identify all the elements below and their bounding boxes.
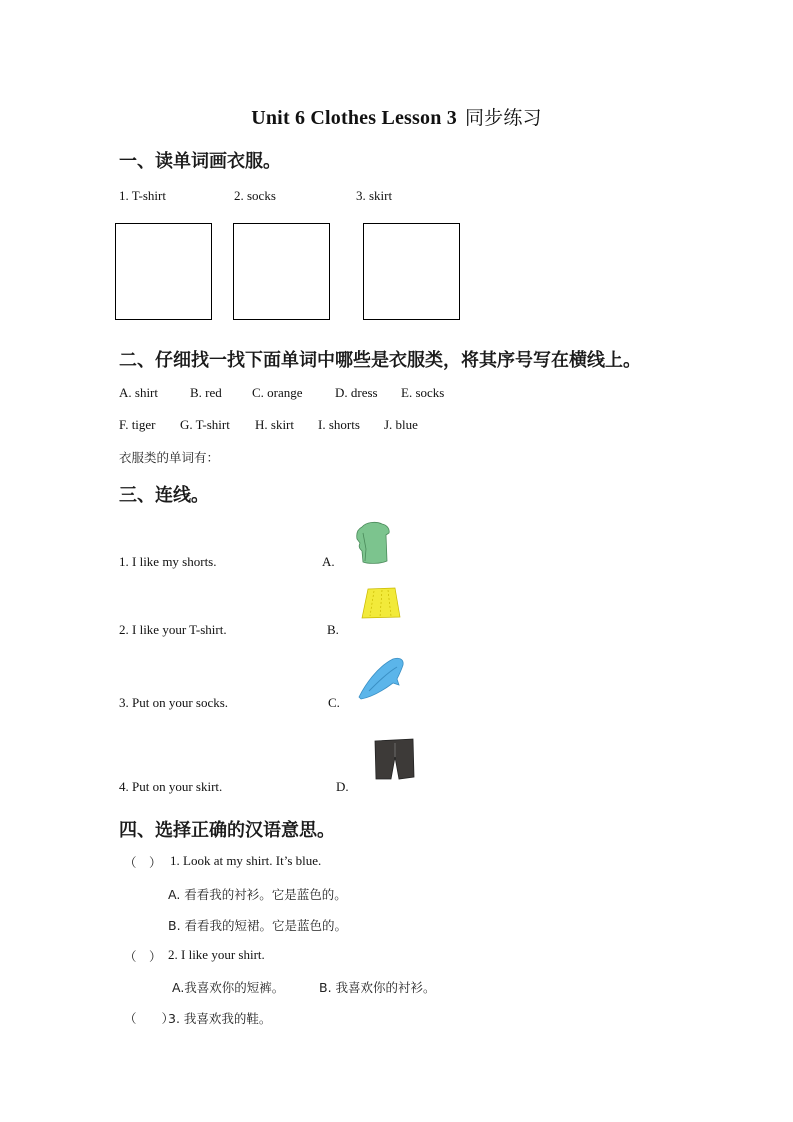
section3-heading: 三、连线。 <box>119 485 209 506</box>
word-option-j: J. blue <box>384 417 418 432</box>
match-option-c-label: C. <box>328 695 340 710</box>
clothes-words-answer-label: 衣服类的单词有： <box>119 450 220 465</box>
title-english: Unit 6 Clothes Lesson 3 <box>251 107 457 129</box>
match-option-b-label: B. <box>327 622 339 637</box>
q1-option-b: B. 看看我的短裙。它是蓝色的。 <box>168 918 348 933</box>
match-sentence-1: 1. I like my shorts. <box>119 554 217 569</box>
q2-option-b: B. 我喜欢你的衬衫。 <box>319 980 436 995</box>
word-option-d: D. dress <box>335 385 378 400</box>
section4-heading: 四、选择正确的汉语意思。 <box>119 820 335 841</box>
q3-question: 3. 我喜欢我的鞋。 <box>168 1011 272 1026</box>
word-option-i: I. shorts <box>318 417 360 432</box>
drawing-box-tshirt[interactable] <box>115 223 212 320</box>
title-chinese: 同步练习 <box>464 107 542 129</box>
word-option-a: A. shirt <box>119 385 158 400</box>
section1-word-3: 3. skirt <box>356 188 393 203</box>
page-title <box>0 103 793 130</box>
q2-answer-bracket[interactable]: （ ） <box>124 949 162 964</box>
q1-option-a: A. 看看我的衬衫。它是蓝色的。 <box>168 887 347 902</box>
green-tshirt-icon <box>354 521 392 565</box>
match-option-a-label: A. <box>322 554 335 569</box>
word-option-h: H. skirt <box>255 417 294 432</box>
q2-option-a: A.我喜欢你的短裤。 <box>172 980 285 995</box>
match-sentence-3: 3. Put on your socks. <box>119 695 229 710</box>
match-option-d-label: D. <box>336 779 349 794</box>
match-sentence-4: 4. Put on your skirt. <box>119 779 223 794</box>
q1-question: 1. Look at my shirt. It’s blue. <box>170 853 322 868</box>
blue-sock-icon <box>357 655 407 701</box>
word-option-g: G. T-shirt <box>180 417 230 432</box>
section1-heading: 一、读单词画衣服。 <box>119 151 281 172</box>
word-option-c: C. orange <box>252 385 303 400</box>
q1-answer-bracket[interactable]: （ ） <box>124 855 162 870</box>
q2-question: 2. I like your shirt. <box>168 947 265 962</box>
section1-word-2: 2. socks <box>234 188 276 203</box>
word-option-e: E. socks <box>401 385 445 400</box>
q3-answer-bracket[interactable]: （ ） <box>124 1011 175 1026</box>
section1-word-1: 1. T-shirt <box>119 188 166 203</box>
word-option-f: F. tiger <box>119 417 156 432</box>
match-sentence-2: 2. I like your T-shirt. <box>119 622 227 637</box>
word-option-b: B. red <box>190 385 222 400</box>
drawing-box-socks[interactable] <box>233 223 330 320</box>
drawing-box-skirt[interactable] <box>363 223 460 320</box>
yellow-skirt-icon <box>360 586 402 620</box>
section2-heading: 二、仔细找一找下面单词中哪些是衣服类，将其序号写在横线上。 <box>119 350 641 371</box>
black-shorts-icon <box>371 737 417 781</box>
